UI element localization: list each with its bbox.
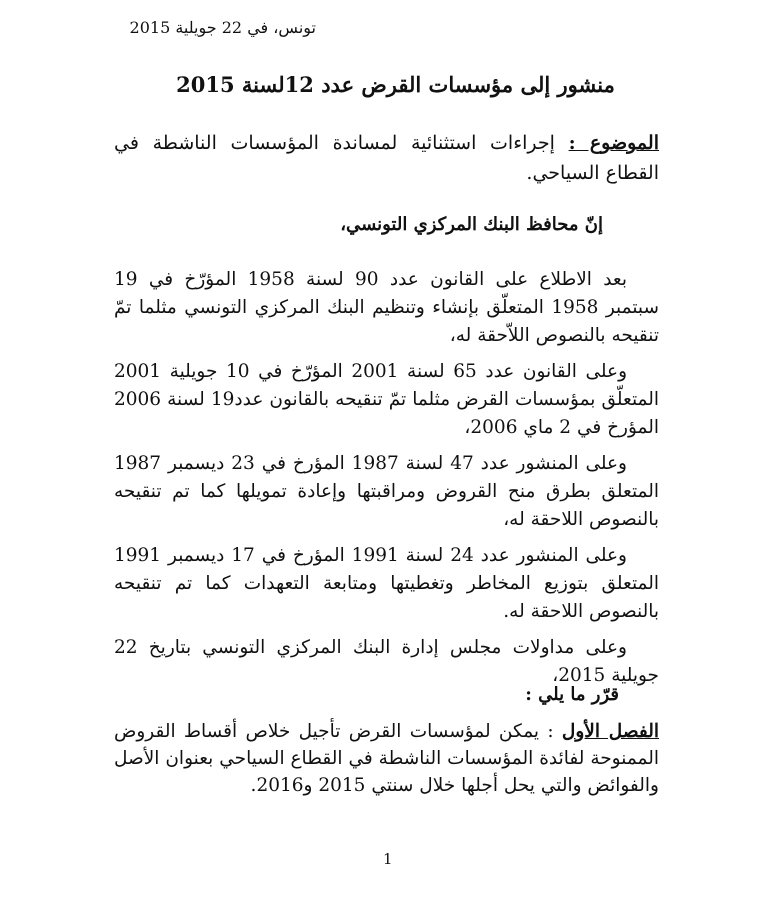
circular-title: منشور إلى مؤسسات القرض عدد 12لسنة 2015	[176, 72, 615, 97]
preamble-paragraph: وعلى مداولات مجلس إدارة البنك المركزي التونسي بتاريخ 22 جويلية 2015،	[114, 637, 659, 686]
article-1-label: الفصل الأول	[561, 721, 659, 742]
subject-label: الموضوع :	[568, 132, 659, 154]
decision-line: قرّر ما يلي :	[525, 684, 619, 705]
preamble-paragraph: بعد الاطلاع على القانون عدد 90 لسنة 1958 المؤرّخ في 19 سبتمبر 1958 المتعلّق بإنشاء وتنظيم البنك المركزي التونسي مثلما تمّ تنقيحه بالنصوص اللاّحقة له،	[114, 269, 659, 346]
date-line: تونس، في 22 جويلية 2015	[129, 18, 316, 37]
preamble-paragraph: وعلى المنشور عدد 24 لسنة 1991 المؤرخ في 17 ديسمبر 1991 المتعلق بتوزيع المخاطر وتغطيتها ومتابعة التعهدات كما تم تنقيحه بالنصوص اللاحقة له.	[114, 545, 659, 622]
page-number: 1	[383, 850, 393, 868]
subject-text: إجراءات استثنائية لمساندة المؤسسات الناشطة في القطاع السياحي.	[114, 132, 659, 184]
article-1-text: : يمكن لمؤسسات القرض تأجيل خلاص أقساط القروض الممنوحة لفائدة المؤسسات الناشطة في القطاع السياحي بعنوان الأصل والفوائض والتي يحل أجلها خلال سنتي 2015 و2016.	[114, 721, 659, 796]
governor-line: إنّ محافظ البنك المركزي التونسي،	[340, 214, 603, 235]
preamble-paragraph: وعلى المنشور عدد 47 لسنة 1987 المؤرخ في 23 ديسمبر 1987 المتعلق بطرق منح القروض ومراقبتها وإعادة تمويلها كما تم تنقيحه بالنصوص اللاحقة له،	[114, 453, 659, 530]
preamble-paragraph: وعلى القانون عدد 65 لسنة 2001 المؤرّخ في 10 جويلية 2001 المتعلّق بمؤسسات القرض مثلما تمّ تنقيحه بالقانون عدد19 لسنة 2006 المؤرخ في 2 ماي 2006،	[114, 361, 659, 438]
subject-paragraph	[114, 128, 659, 188]
article-1-paragraph	[114, 718, 659, 799]
preamble-paragraphs	[114, 266, 659, 698]
